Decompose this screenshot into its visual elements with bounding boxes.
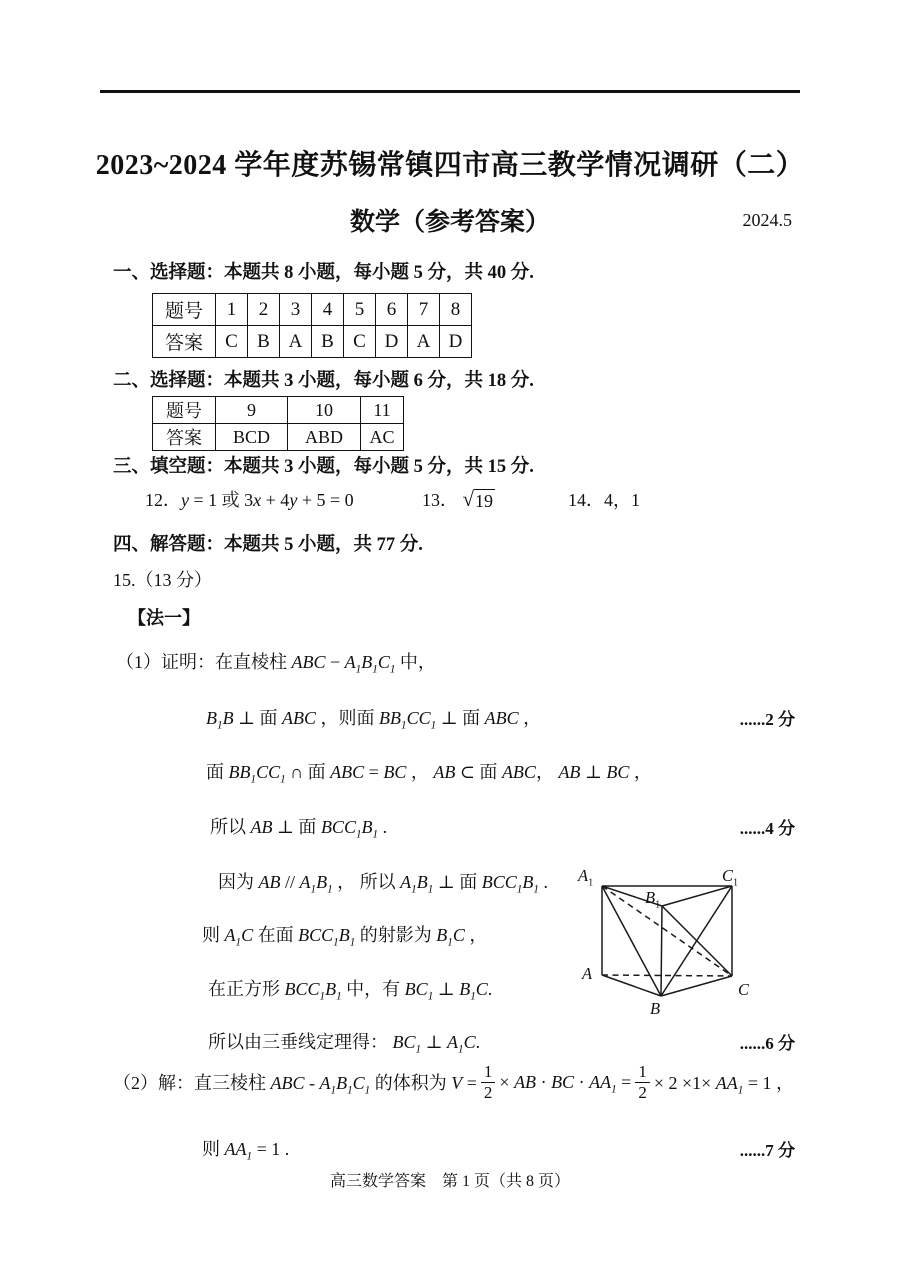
- answer-row: [153, 326, 472, 358]
- doc-title: 2023~2024 学年度苏锡常镇四市高三教学情况调研（二）: [95, 150, 805, 181]
- volume-post-text: × $2 \times 1\times AA_1 = 1$ ，: [653, 1073, 795, 1097]
- score-mark-6: ......6 分: [739, 1034, 795, 1053]
- fill-answer-12: [145, 486, 354, 512]
- table-cell: 8: [440, 294, 472, 326]
- answer-table-one: [152, 293, 472, 358]
- proof-line-8: [208, 1028, 795, 1054]
- top-rule: [100, 90, 800, 93]
- fraction-denominator: 2: [483, 1082, 493, 1102]
- answer-14-label: 14．: [568, 490, 604, 510]
- table-cell: D: [376, 326, 408, 358]
- score-mark-4: ......4 分: [739, 819, 795, 838]
- fraction-one-half-a: [481, 1062, 496, 1102]
- table-cell: D: [440, 326, 472, 358]
- table-cell: B: [248, 326, 280, 358]
- table-cell: ABD: [288, 424, 361, 451]
- proof-line-10-text: 则 $AA_1 = 1$ .: [202, 1139, 290, 1163]
- doc-date: 2024.5: [742, 210, 792, 230]
- table-cell: 10: [288, 397, 361, 424]
- vertex-label-c: C: [738, 980, 750, 999]
- proof-line-3: 面 $BB_1CC_1$ ∩ 面 ABC = BC ， AB ⊂ 面 ABC， AB ⊥ BC ，: [206, 762, 652, 786]
- answer-12-label: 12．: [145, 490, 181, 510]
- table-cell: BCD: [216, 424, 288, 451]
- table-cell: B: [312, 326, 344, 358]
- table-cell: A: [408, 326, 440, 358]
- radical-sign: √: [462, 487, 475, 511]
- hidden-diagonal-a1-c: [602, 886, 732, 976]
- table-row-label: 答案: [153, 424, 216, 451]
- radicand: 19: [475, 491, 494, 511]
- table-cell: C: [344, 326, 376, 358]
- table-row-label: 题号: [153, 397, 216, 424]
- fill-answer-13: [422, 486, 495, 512]
- table-cell: 6: [376, 294, 408, 326]
- score-mark-7: ......7 分: [739, 1141, 795, 1160]
- question-number-row: [153, 294, 472, 326]
- answer-table-two: [152, 396, 404, 451]
- edge-b1-b: [661, 906, 662, 996]
- proof-line-10: [202, 1135, 795, 1161]
- vertex-label-b1: $B_1$: [645, 888, 661, 911]
- table-cell: C: [216, 326, 248, 358]
- table-cell: 7: [408, 294, 440, 326]
- method-one-label: 【法一】: [128, 608, 200, 628]
- table-cell: 5: [344, 294, 376, 326]
- proof-line-2-text: $B_1B$ ⊥ 面 ABC ，则面 $BB_1CC_1$ ⊥ 面 ABC ，: [206, 708, 542, 732]
- table-row-label: 答案: [153, 326, 216, 358]
- table-cell: A: [280, 326, 312, 358]
- question-number-row: [153, 397, 404, 424]
- question-15-heading: 15.（13 分）: [113, 570, 212, 590]
- section-four-heading: 四、解答题：本题共 5 小题，共 77 分.: [113, 535, 423, 555]
- table-cell: 3: [280, 294, 312, 326]
- fraction-denominator: 2: [638, 1082, 647, 1102]
- fraction-one-half-b: [635, 1062, 650, 1102]
- volume-line: [113, 1062, 794, 1102]
- prism-figure: [576, 858, 781, 1023]
- proof-line-6: 则 $A_1C$ 在面 $BCC_1B_1$ 的射影为 $B_1C$ ，: [202, 925, 488, 949]
- sqrt-expression: [463, 489, 496, 512]
- table-cell: 1: [216, 294, 248, 326]
- hidden-edge-a-c: [602, 975, 732, 976]
- section-two-heading: 二、选择题：本题共 3 小题，每小题 6 分，共 18 分.: [113, 371, 534, 391]
- answer-13-label: 13．: [422, 490, 458, 510]
- proof-line-2: [206, 704, 795, 730]
- volume-pre-text: （2）解：直三棱柱 ABC - $A_1B_1C_1$ 的体积为 V =: [113, 1073, 477, 1097]
- table-cell: 11: [361, 397, 404, 424]
- proof-line-5: 因为 AB // $A_1B_1$ ， 所以 $A_1B_1$ ⊥ 面 $BCC_1B_1$ .: [218, 872, 548, 896]
- table-cell: 4: [312, 294, 344, 326]
- fill-answer-14: [568, 486, 640, 512]
- answer-row: [153, 424, 404, 451]
- proof-line-4: [210, 813, 795, 839]
- vertex-label-a: A: [582, 964, 593, 983]
- vertex-label-b: B: [650, 999, 661, 1018]
- volume-mid-text: × AB · BC · $AA_1$ =: [499, 1071, 632, 1096]
- table-cell: 9: [216, 397, 288, 424]
- answer-14-text: 4，1: [604, 490, 640, 510]
- proof-line-8-text: 所以由三垂线定理得： $BC_1$ ⊥ $A_1C$.: [208, 1032, 481, 1056]
- section-three-heading: 三、填空题：本题共 3 小题，每小题 5 分，共 15 分.: [113, 457, 534, 477]
- fraction-numerator: 1: [481, 1062, 496, 1083]
- answer-12-text: y = 1 或 3x + 4y + 5 = 0: [181, 490, 354, 510]
- proof-line-1: （1）证明：在直棱柱 ABC − $A_1B_1C_1$ 中，: [116, 652, 436, 676]
- prism-svg: [576, 858, 781, 1023]
- proof-line-4-text: 所以 AB ⊥ 面 $BCC_1B_1$ .: [210, 817, 388, 841]
- table-row-label: 题号: [153, 294, 216, 326]
- section-one-heading: 一、选择题：本题共 8 小题，每小题 5 分，共 40 分.: [113, 263, 534, 283]
- score-mark-2: ......2 分: [739, 710, 795, 729]
- table-cell: 2: [248, 294, 280, 326]
- doc-subtitle: 数学（参考答案）: [349, 209, 550, 236]
- proof-line-7: 在正方形 $BCC_1B_1$ 中，有 $BC_1$ ⊥ $B_1C$.: [208, 979, 493, 1003]
- vertex-label-a1: $A_1$: [578, 866, 594, 889]
- vertex-label-c1: $C_1$: [722, 866, 739, 889]
- footer-text: 高三数学答案 第 1 页（共 8 页）: [329, 1173, 570, 1190]
- fraction-numerator: 1: [635, 1062, 650, 1083]
- table-cell: AC: [361, 424, 404, 451]
